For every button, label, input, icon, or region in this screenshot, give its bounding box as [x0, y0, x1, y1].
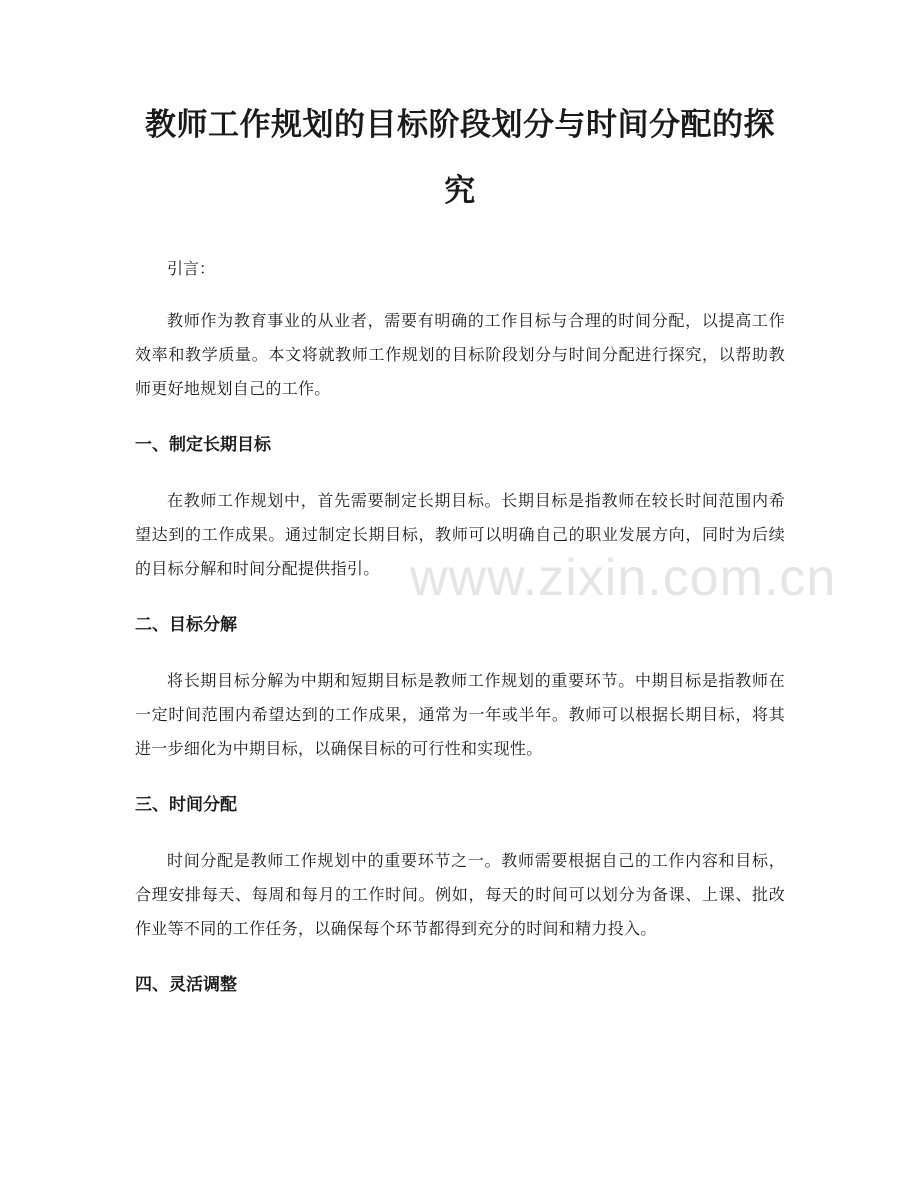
- section-heading-4: 四、灵活调整: [135, 975, 237, 995]
- document-title: 教师工作规划的目标阶段划分与时间分配的探究: [145, 107, 775, 209]
- intro-label: 引言：: [167, 259, 216, 278]
- section-paragraph-3: 时间分配是教师工作规划中的重要环节之一。教师需要根据自己的工作内容和目标，合理安排每天、每周和每月的工作时间。例如，每天的时间可以划分为备课、上课、批改作业等不同的工作任务，以确保每个环节都得到充分的时间和精力投入。: [135, 851, 785, 938]
- section-paragraph-1: 在教师工作规划中，首先需要制定长期目标。长期目标是指教师在较长时间范围内希望达到的工作成果。通过制定长期目标，教师可以明确自己的职业发展方向，同时为后续的目标分解和时间分配提供指引。: [135, 491, 785, 578]
- intro-paragraph: 教师作为教育事业的从业者，需要有明确的工作目标与合理的时间分配，以提高工作效率和教学质量。本文将就教师工作规划的目标阶段划分与时间分配进行探究，以帮助教师更好地规划自己的工作。: [135, 311, 785, 398]
- section-paragraph-2: 将长期目标分解为中期和短期目标是教师工作规划的重要环节。中期目标是指教师在一定时间范围内希望达到的工作成果，通常为一年或半年。教师可以根据长期目标，将其进一步细化为中期目标，以确保目标的可行性和实现性。: [135, 671, 785, 758]
- section-heading-3: 三、时间分配: [135, 795, 237, 815]
- document-page: [135, 92, 785, 1024]
- section-heading-2: 二、目标分解: [135, 615, 237, 635]
- watermark: www.zixin.com.cn: [410, 549, 837, 607]
- section-heading-1: 一、制定长期目标: [135, 435, 271, 455]
